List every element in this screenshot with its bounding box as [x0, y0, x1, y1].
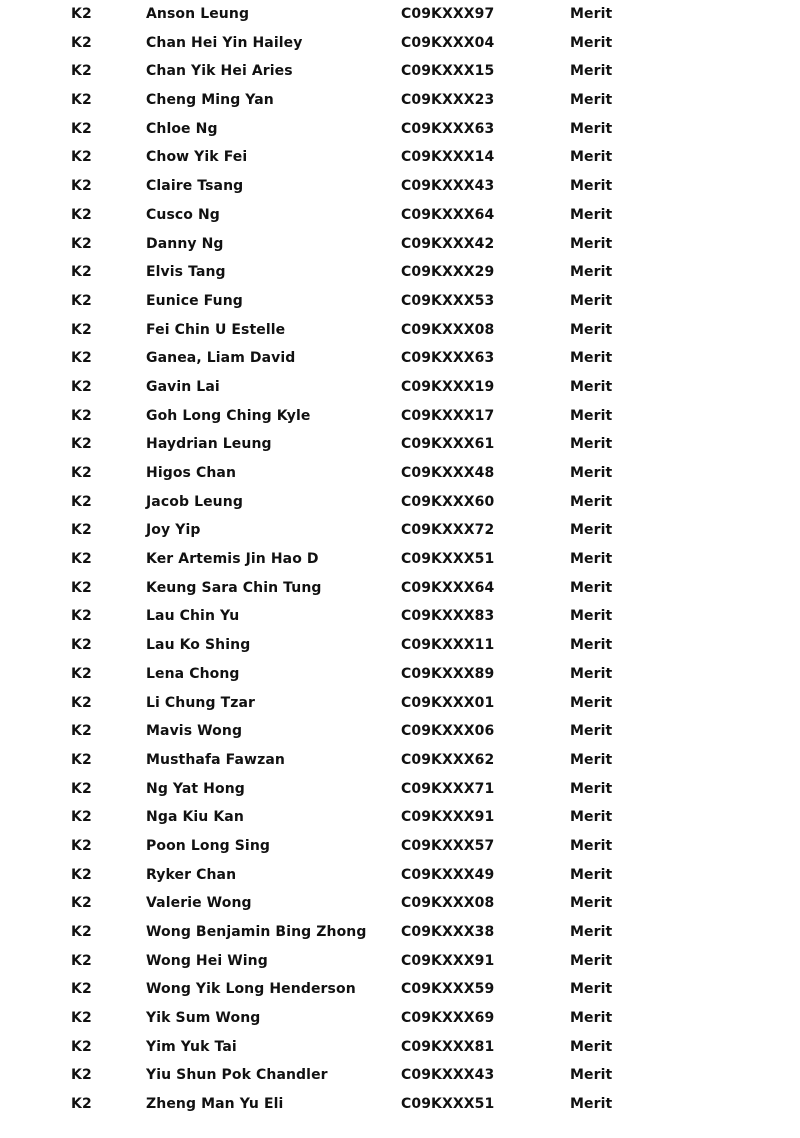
grade-cell: K2 [71, 235, 92, 252]
award-cell: Merit [570, 780, 613, 797]
candidate-id-cell: C09KXXX14 [401, 149, 495, 166]
candidate-id-cell: C09KXXX04 [401, 34, 495, 51]
grade-cell: K2 [71, 924, 92, 940]
award-cell: Merit [570, 6, 613, 22]
award-cell: Merit [570, 378, 613, 395]
grade-cell: K2 [71, 321, 92, 338]
candidate-id-cell: C09KXXX97 [401, 6, 495, 22]
award-cell: Merit [570, 665, 613, 682]
table-row [0, 975, 800, 1004]
grade-cell: K2 [71, 264, 92, 281]
award-cell: Merit [570, 522, 613, 539]
name-cell: Poon Long Sing [146, 837, 271, 854]
name-cell: Danny Ng [146, 235, 224, 252]
table-row [0, 689, 800, 718]
award-cell: Merit [570, 751, 613, 768]
table-row [0, 287, 800, 316]
award-cell: Merit [570, 178, 613, 195]
name-cell: Ker Artemis Jin Hao D [146, 551, 319, 568]
candidate-id-cell: C09KXXX38 [401, 924, 495, 940]
candidate-id-cell: C09KXXX63 [401, 350, 495, 367]
candidate-id-cell: C09KXXX42 [401, 235, 495, 252]
table-row [0, 86, 800, 115]
grade-cell: K2 [71, 809, 92, 826]
candidate-id-cell: C09KXXX51 [401, 1096, 495, 1113]
award-cell: Merit [570, 321, 613, 338]
grade-cell: K2 [71, 579, 92, 596]
grade-cell: K2 [71, 493, 92, 510]
grade-cell: K2 [71, 694, 92, 711]
award-cell: Merit [570, 149, 613, 166]
grade-cell: K2 [71, 751, 92, 768]
award-cell: Merit [570, 465, 613, 481]
award-cell: Merit [570, 350, 613, 367]
grade-cell: K2 [71, 723, 92, 740]
table-row [0, 143, 800, 172]
name-cell: Lena Chong [146, 665, 240, 682]
candidate-id-cell: C09KXXX63 [401, 120, 495, 137]
candidate-id-cell: C09KXXX19 [401, 378, 495, 395]
table-row [0, 488, 800, 517]
table-row [0, 172, 800, 201]
table-row [0, 316, 800, 345]
award-cell: Merit [570, 924, 613, 940]
table-row [0, 1061, 800, 1090]
award-cell: Merit [570, 952, 613, 969]
grade-cell: K2 [71, 6, 92, 22]
name-cell: Jacob Leung [146, 493, 243, 510]
candidate-id-cell: C09KXXX83 [401, 608, 495, 625]
award-cell: Merit [570, 34, 613, 51]
grade-cell: K2 [71, 522, 92, 539]
name-cell: Joy Yip [146, 522, 201, 539]
candidate-id-cell: C09KXXX60 [401, 493, 495, 510]
award-cell: Merit [570, 1010, 613, 1027]
table-row [0, 201, 800, 230]
name-cell: Eunice Fung [146, 292, 243, 309]
name-cell: Claire Tsang [146, 178, 244, 195]
award-cell: Merit [570, 235, 613, 252]
table-row [0, 516, 800, 545]
table-row [0, 1090, 800, 1119]
award-cell: Merit [570, 866, 613, 883]
grade-cell: K2 [71, 92, 92, 109]
grade-cell: K2 [71, 866, 92, 883]
name-cell: Yik Sum Wong [146, 1010, 261, 1027]
grade-cell: K2 [71, 1096, 92, 1113]
name-cell: Yim Yuk Tai [146, 1038, 237, 1055]
candidate-id-cell: C09KXXX17 [401, 407, 495, 424]
name-cell: Valerie Wong [146, 895, 252, 912]
candidate-id-cell: C09KXXX64 [401, 206, 495, 223]
name-cell: Goh Long Ching Kyle [146, 407, 311, 424]
name-cell: Wong Benjamin Bing Zhong [146, 924, 367, 940]
award-cell: Merit [570, 637, 613, 654]
table-row [0, 1004, 800, 1033]
award-cell: Merit [570, 809, 613, 826]
grade-cell: K2 [71, 780, 92, 797]
grade-cell: K2 [71, 952, 92, 969]
table-row [0, 344, 800, 373]
award-cell: Merit [570, 120, 613, 137]
award-cell: Merit [570, 1096, 613, 1113]
name-cell: Lau Ko Shing [146, 637, 251, 654]
table-row [0, 230, 800, 259]
candidate-id-cell: C09KXXX64 [401, 579, 495, 596]
award-cell: Merit [570, 206, 613, 223]
table-row [0, 631, 800, 660]
table-row [0, 746, 800, 775]
table-row [0, 402, 800, 431]
award-cell: Merit [570, 895, 613, 912]
grade-cell: K2 [71, 1038, 92, 1055]
name-cell: Elvis Tang [146, 264, 226, 281]
grade-cell: K2 [71, 63, 92, 80]
award-cell: Merit [570, 493, 613, 510]
award-cell: Merit [570, 264, 613, 281]
candidate-id-cell: C09KXXX59 [401, 981, 495, 998]
table-row [0, 574, 800, 603]
grade-cell: K2 [71, 608, 92, 625]
grade-cell: K2 [71, 34, 92, 51]
grade-cell: K2 [71, 837, 92, 854]
table-row [0, 430, 800, 459]
table-row [0, 545, 800, 574]
name-cell: Musthafa Fawzan [146, 751, 285, 768]
candidate-id-cell: C09KXXX91 [401, 952, 495, 969]
grade-cell: K2 [71, 1010, 92, 1027]
candidate-id-cell: C09KXXX62 [401, 751, 495, 768]
table-row [0, 602, 800, 631]
grade-cell: K2 [71, 637, 92, 654]
table-row [0, 258, 800, 287]
table-row [0, 861, 800, 890]
table-row [0, 717, 800, 746]
table-row [0, 0, 800, 29]
grade-cell: K2 [71, 465, 92, 481]
name-cell: Lau Chin Yu [146, 608, 240, 625]
grade-cell: K2 [71, 981, 92, 998]
name-cell: Wong Yik Long Henderson [146, 981, 356, 998]
name-cell: Yiu Shun Pok Chandler [146, 1067, 328, 1084]
award-cell: Merit [570, 407, 613, 424]
table-row [0, 660, 800, 689]
candidate-id-cell: C09KXXX08 [401, 895, 495, 912]
candidate-id-cell: C09KXXX57 [401, 837, 495, 854]
candidate-id-cell: C09KXXX53 [401, 292, 495, 309]
award-cell: Merit [570, 292, 613, 309]
grade-cell: K2 [71, 407, 92, 424]
name-cell: Nga Kiu Kan [146, 809, 244, 826]
table-row [0, 803, 800, 832]
table-row [0, 832, 800, 861]
candidate-id-cell: C09KXXX48 [401, 465, 495, 481]
award-cell: Merit [570, 1067, 613, 1084]
award-cell: Merit [570, 436, 613, 453]
name-cell: Wong Hei Wing [146, 952, 268, 969]
candidate-id-cell: C09KXXX15 [401, 63, 495, 80]
name-cell: Fei Chin U Estelle [146, 321, 286, 338]
name-cell: Chan Hei Yin Hailey [146, 34, 303, 51]
award-cell: Merit [570, 1038, 613, 1055]
name-cell: Higos Chan [146, 465, 237, 481]
candidate-id-cell: C09KXXX08 [401, 321, 495, 338]
candidate-id-cell: C09KXXX06 [401, 723, 495, 740]
table-row [0, 775, 800, 804]
table-row [0, 115, 800, 144]
name-cell: Ng Yat Hong [146, 780, 245, 797]
table-row [0, 373, 800, 402]
award-cell: Merit [570, 694, 613, 711]
grade-cell: K2 [71, 436, 92, 453]
candidate-id-cell: C09KXXX51 [401, 551, 495, 568]
name-cell: Chow Yik Fei [146, 149, 248, 166]
award-cell: Merit [570, 579, 613, 596]
grade-cell: K2 [71, 206, 92, 223]
award-cell: Merit [570, 981, 613, 998]
grade-cell: K2 [71, 350, 92, 367]
candidate-id-cell: C09KXXX69 [401, 1010, 495, 1027]
name-cell: Gavin Lai [146, 378, 220, 395]
candidate-id-cell: C09KXXX71 [401, 780, 495, 797]
grade-cell: K2 [71, 551, 92, 568]
name-cell: Keung Sara Chin Tung [146, 579, 322, 596]
candidate-id-cell: C09KXXX61 [401, 436, 495, 453]
candidate-id-cell: C09KXXX91 [401, 809, 495, 826]
name-cell: Li Chung Tzar [146, 694, 256, 711]
name-cell: Cusco Ng [146, 206, 220, 223]
award-cell: Merit [570, 551, 613, 568]
grade-cell: K2 [71, 292, 92, 309]
candidate-id-cell: C09KXXX49 [401, 866, 495, 883]
grade-cell: K2 [71, 895, 92, 912]
award-cell: Merit [570, 63, 613, 80]
table-row [0, 889, 800, 918]
grade-cell: K2 [71, 665, 92, 682]
candidate-id-cell: C09KXXX43 [401, 178, 495, 195]
award-cell: Merit [570, 837, 613, 854]
candidate-id-cell: C09KXXX29 [401, 264, 495, 281]
name-cell: Haydrian Leung [146, 436, 272, 453]
name-cell: Mavis Wong [146, 723, 243, 740]
name-cell: Cheng Ming Yan [146, 92, 274, 109]
grade-cell: K2 [71, 1067, 92, 1084]
award-cell: Merit [570, 92, 613, 109]
name-cell: Anson Leung [146, 6, 250, 22]
name-cell: Ganea, Liam David [146, 350, 296, 367]
table-row [0, 918, 800, 947]
grade-cell: K2 [71, 378, 92, 395]
grade-cell: K2 [71, 178, 92, 195]
award-cell: Merit [570, 608, 613, 625]
award-cell: Merit [570, 723, 613, 740]
name-cell: Chloe Ng [146, 120, 218, 137]
name-cell: Ryker Chan [146, 866, 237, 883]
name-cell: Zheng Man Yu Eli [146, 1096, 284, 1113]
candidate-id-cell: C09KXXX72 [401, 522, 495, 539]
table-row [0, 947, 800, 976]
candidate-id-cell: C09KXXX43 [401, 1067, 495, 1084]
grade-cell: K2 [71, 149, 92, 166]
table-row [0, 29, 800, 58]
candidate-id-cell: C09KXXX01 [401, 694, 495, 711]
candidate-id-cell: C09KXXX81 [401, 1038, 495, 1055]
name-cell: Chan Yik Hei Aries [146, 63, 293, 80]
candidate-id-cell: C09KXXX89 [401, 665, 495, 682]
candidate-id-cell: C09KXXX23 [401, 92, 495, 109]
table-row [0, 1033, 800, 1062]
table-row [0, 57, 800, 86]
candidate-id-cell: C09KXXX11 [401, 637, 495, 654]
grade-cell: K2 [71, 120, 92, 137]
table-row [0, 459, 800, 488]
